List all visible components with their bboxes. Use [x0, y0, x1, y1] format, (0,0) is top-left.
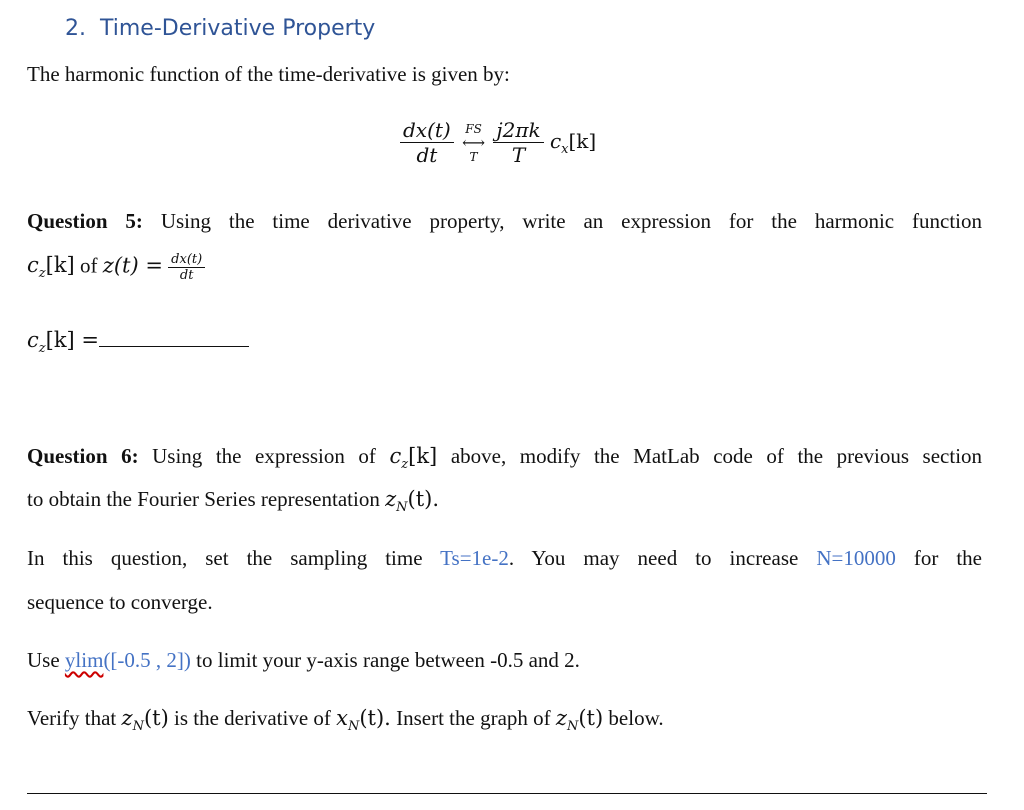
equation-rhs-denominator: T	[493, 142, 543, 167]
equation-rhs-fraction	[493, 118, 543, 167]
graph-answer-line[interactable]	[27, 793, 987, 794]
answer-k: [k] =	[45, 328, 100, 352]
fs-label: FS	[465, 121, 482, 136]
p4-text-b: is the derivative of	[174, 706, 331, 730]
q6-line2-text: to obtain the Fourier Series representation	[27, 487, 380, 511]
q5-text: Using the time derivative property, write an expression for the harmonic function	[160, 209, 982, 233]
q6-zn-sub: N	[396, 500, 408, 516]
coef-bracket: [k]	[568, 129, 597, 153]
q5-cz-c: c	[27, 253, 39, 278]
q6-text-a: Using the expression of	[152, 444, 376, 468]
fs-arrow	[462, 122, 485, 164]
ylim-code	[65, 648, 191, 672]
p4-zn2	[555, 706, 604, 735]
section-heading	[65, 16, 375, 41]
q5-cz	[27, 253, 75, 282]
q5-answer-blank[interactable]	[99, 326, 249, 347]
p4-zn2-sub: N	[566, 719, 579, 735]
q6-cz-c: c	[389, 444, 402, 468]
main-equation	[400, 118, 596, 167]
q6-para-sampling	[27, 546, 982, 571]
q6-text-b: above, modify the MatLab code of the previous section	[450, 444, 983, 468]
q6-para-sampling-line2: sequence to converge.	[27, 590, 213, 614]
n-value: N=10000	[816, 546, 896, 570]
p4-zn	[121, 706, 169, 735]
q5-of: of	[80, 253, 98, 278]
q6-label: Question 6:	[27, 444, 139, 468]
ylim-function: ylim	[64, 648, 104, 672]
q5-zt: z(t) =	[102, 253, 163, 278]
double-arrow-icon: ⟷	[462, 132, 486, 152]
q5-fraction	[168, 252, 205, 283]
p4-text-a: Verify that	[27, 706, 117, 730]
q5-cz-k: [k]	[45, 253, 75, 278]
p4-zn2-t: (t)	[578, 706, 604, 730]
q5-line1	[27, 209, 982, 234]
p4-xn-t: (t).	[359, 706, 391, 730]
q5-frac-num: dx(t)	[171, 252, 203, 267]
q6-cz-sub: z	[401, 457, 409, 473]
answer-c: c	[27, 328, 39, 352]
p4-zn-t: (t)	[143, 706, 169, 730]
equation-lhs-fraction	[400, 118, 454, 167]
q6-cz	[389, 444, 438, 473]
p4-zn-z: z	[121, 706, 133, 730]
q6-zn	[385, 487, 440, 516]
p4-xn-x: x	[336, 706, 348, 730]
q6-zn-z: z	[385, 487, 397, 511]
coef-c: c	[549, 129, 562, 153]
ts-value: Ts=1e-2	[440, 546, 509, 570]
p2-text-a: In this question, set the sampling time	[27, 546, 423, 570]
p4-text-c: Insert the graph of	[396, 706, 551, 730]
q5-frac-den: dt	[168, 267, 205, 283]
p3-text-a: Use	[27, 648, 60, 672]
q5-label: Question 5:	[27, 209, 143, 233]
q5-cz-sub: z	[38, 266, 46, 282]
q6-cz-k: [k]	[408, 444, 438, 468]
q6-line2	[27, 487, 439, 515]
q5-answer-lhs	[27, 328, 100, 357]
equation-lhs-denominator: dt	[400, 142, 454, 167]
q6-para-ylim	[27, 648, 580, 673]
fs-period-label: T	[469, 149, 478, 164]
p2-text-c: for the	[913, 546, 982, 570]
section-number: 2.	[65, 16, 86, 41]
p4-text-d: below.	[608, 706, 664, 730]
p4-xn	[336, 706, 391, 735]
p4-xn-sub: N	[347, 719, 360, 735]
equation-lhs-numerator: dx(t)	[403, 118, 451, 142]
ylim-args: ([-0.5 , 2])	[103, 648, 191, 672]
p2-text-b: . You may need to increase	[508, 546, 799, 570]
intro-text: The harmonic function of the time-derivative is given by:	[27, 62, 510, 86]
section-title: Time-Derivative Property	[100, 16, 376, 41]
p4-zn-sub: N	[132, 719, 144, 735]
q6-zn-t: (t).	[407, 487, 440, 511]
equation-rhs-numerator: j2πk	[496, 118, 541, 142]
coef-sub: x	[561, 142, 569, 157]
equation-rhs-coef	[549, 129, 597, 157]
q6-line1	[27, 444, 982, 472]
q6-para-verify	[27, 706, 664, 734]
q5-line2	[27, 252, 205, 283]
q5-answer-line	[27, 326, 249, 356]
p3-text-b: to limit your y-axis range between -0.5 and 2.	[196, 648, 580, 672]
answer-sub: z	[38, 341, 46, 357]
p4-zn2-z: z	[555, 706, 567, 730]
